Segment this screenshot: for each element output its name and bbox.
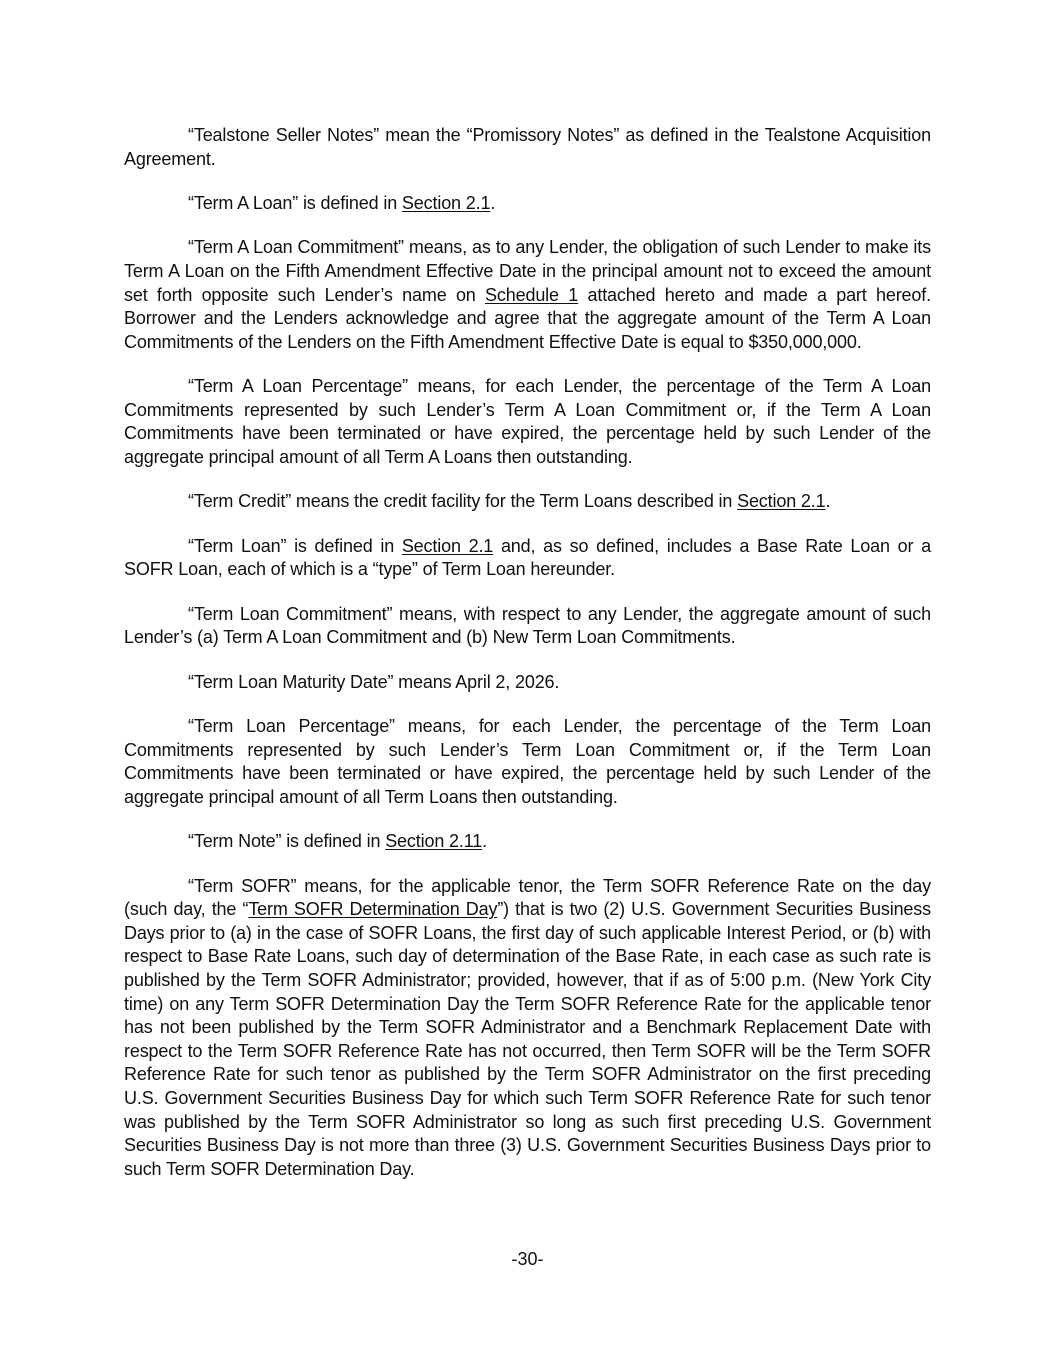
section-reference: Section 2.1 [401,192,491,213]
schedule-reference: Schedule 1 [485,284,579,305]
definition-text: “Term Loan Percentage” means, for each Lender, the percentage of the Term Loan Commitments represented by such Lender’s Term Loan Commitment or, if the Term Loan Commitments have been terminated or have expired, the percentage held by such Lender of the aggregate principal amount of all Term Loans then outstanding. [124,716,931,807]
definition-term-loan-percentage [124,715,931,809]
definition-term-loan [124,535,931,582]
definition-term-credit [124,490,931,514]
definition-text: “Term A Loan Percentage” means, for each Lender, the percentage of the Term A Loan Commitments represented by such Lender’s Term A Loan Commitment or, if the Term A Loan Commitments have been terminated or have expired, the percentage held by such Lender of the aggregate principal amount of all Term A Loans then outstanding. [124,376,931,467]
definition-text: “Term Note” is defined in [188,831,386,852]
definition-term-sofr [124,875,931,1182]
definition-term-a-loan-percentage [124,375,931,469]
definition-text: “Term Loan Commitment” means, with respect to any Lender, the aggregate amount of such Lender’s (a) Term A Loan Commitment and (b) New Term Loan Commitments. [124,603,931,648]
definition-text: “Term SOFR” means, for the applicable tenor, the Term SOFR Reference Rate on the day (such day, the “ [124,875,931,920]
definition-text: “Term A Loan” is defined in [188,192,402,213]
section-reference: Section 2.11 [385,831,483,852]
definition-text: . [482,831,487,852]
section-reference: Section 2.1 [401,535,494,556]
definition-term-a-loan [124,192,931,216]
definition-text: “Tealstone Seller Notes” mean the “Promissory Notes” as defined in the Tealstone Acquisition Agreement. [124,125,931,169]
definition-term-loan-commitment [124,603,931,650]
definition-text: “Term Loan Maturity Date” means April 2, 2026. [188,671,560,692]
definition-text: ”) that is two (2) U.S. Government Securities Business Days prior to (a) in the case of SOFR Loans, the first day of such applicable Interest Period, or (b) with respect to Base Rate Loans, such day of determination of the Base Rate, in each case as such rate is published by the Term SOFR Administrator; provided, however, that if as of 5:00 p.m. (New York City time) on any Term SOFR Determination Day the Term SOFR Reference Rate for the applicable tenor has not been published by the Term SOFR Administrator and a Benchmark Replacement Date with respect to the Term SOFR Reference Rate has not occurred, then Term SOFR will be the Term SOFR Reference Rate for such tenor as published by the Term SOFR Administrator on the first preceding U.S. Government Securities Business Day for which such Term SOFR Reference Rate for such tenor was published by the Term SOFR Administrator so long as such first preceding U.S. Government Securities Business Day is not more than three (3) U.S. Government Securities Business Days prior to such Term SOFR Determination Day. [124,899,931,1179]
definition-text: and, as so defined, includes a Base Rate Loan or a SOFR Loan, each of which is a “type” of Term Loan hereunder. [124,535,931,580]
definition-text: . [825,491,831,512]
definition-term-note [124,830,931,854]
definition-term-a-loan-commitment [124,236,931,354]
page-number: -30- [511,1249,544,1269]
definition-text: “Term A Loan Commitment” means, as to any Lender, the obligation of such Lender to make its Term A Loan on the Fifth Amendment Effective Date in the principal amount not to exceed the amount set forth opposite such Lender’s name on [124,237,931,305]
definition-term-loan-maturity-date [124,671,931,695]
definition-text: “Term Loan” is defined in [188,535,402,556]
definition-text: . [490,192,496,213]
section-reference: Section 2.1 [737,491,826,512]
document-body [124,124,931,1202]
definition-text: “Term Credit” means the credit facility for the Term Loans described in [188,491,738,512]
defined-term-reference: Term SOFR Determination Day [248,899,498,920]
definition-text: attached hereto and made a part hereof. Borrower and the Lenders acknowledge and agree that the aggregate amount of the Term A Loan Commitments of the Lenders on the Fifth Amendment Effective Date is equal to $350,000,000. [124,284,931,352]
definition-tealstone-seller-notes [124,124,931,171]
